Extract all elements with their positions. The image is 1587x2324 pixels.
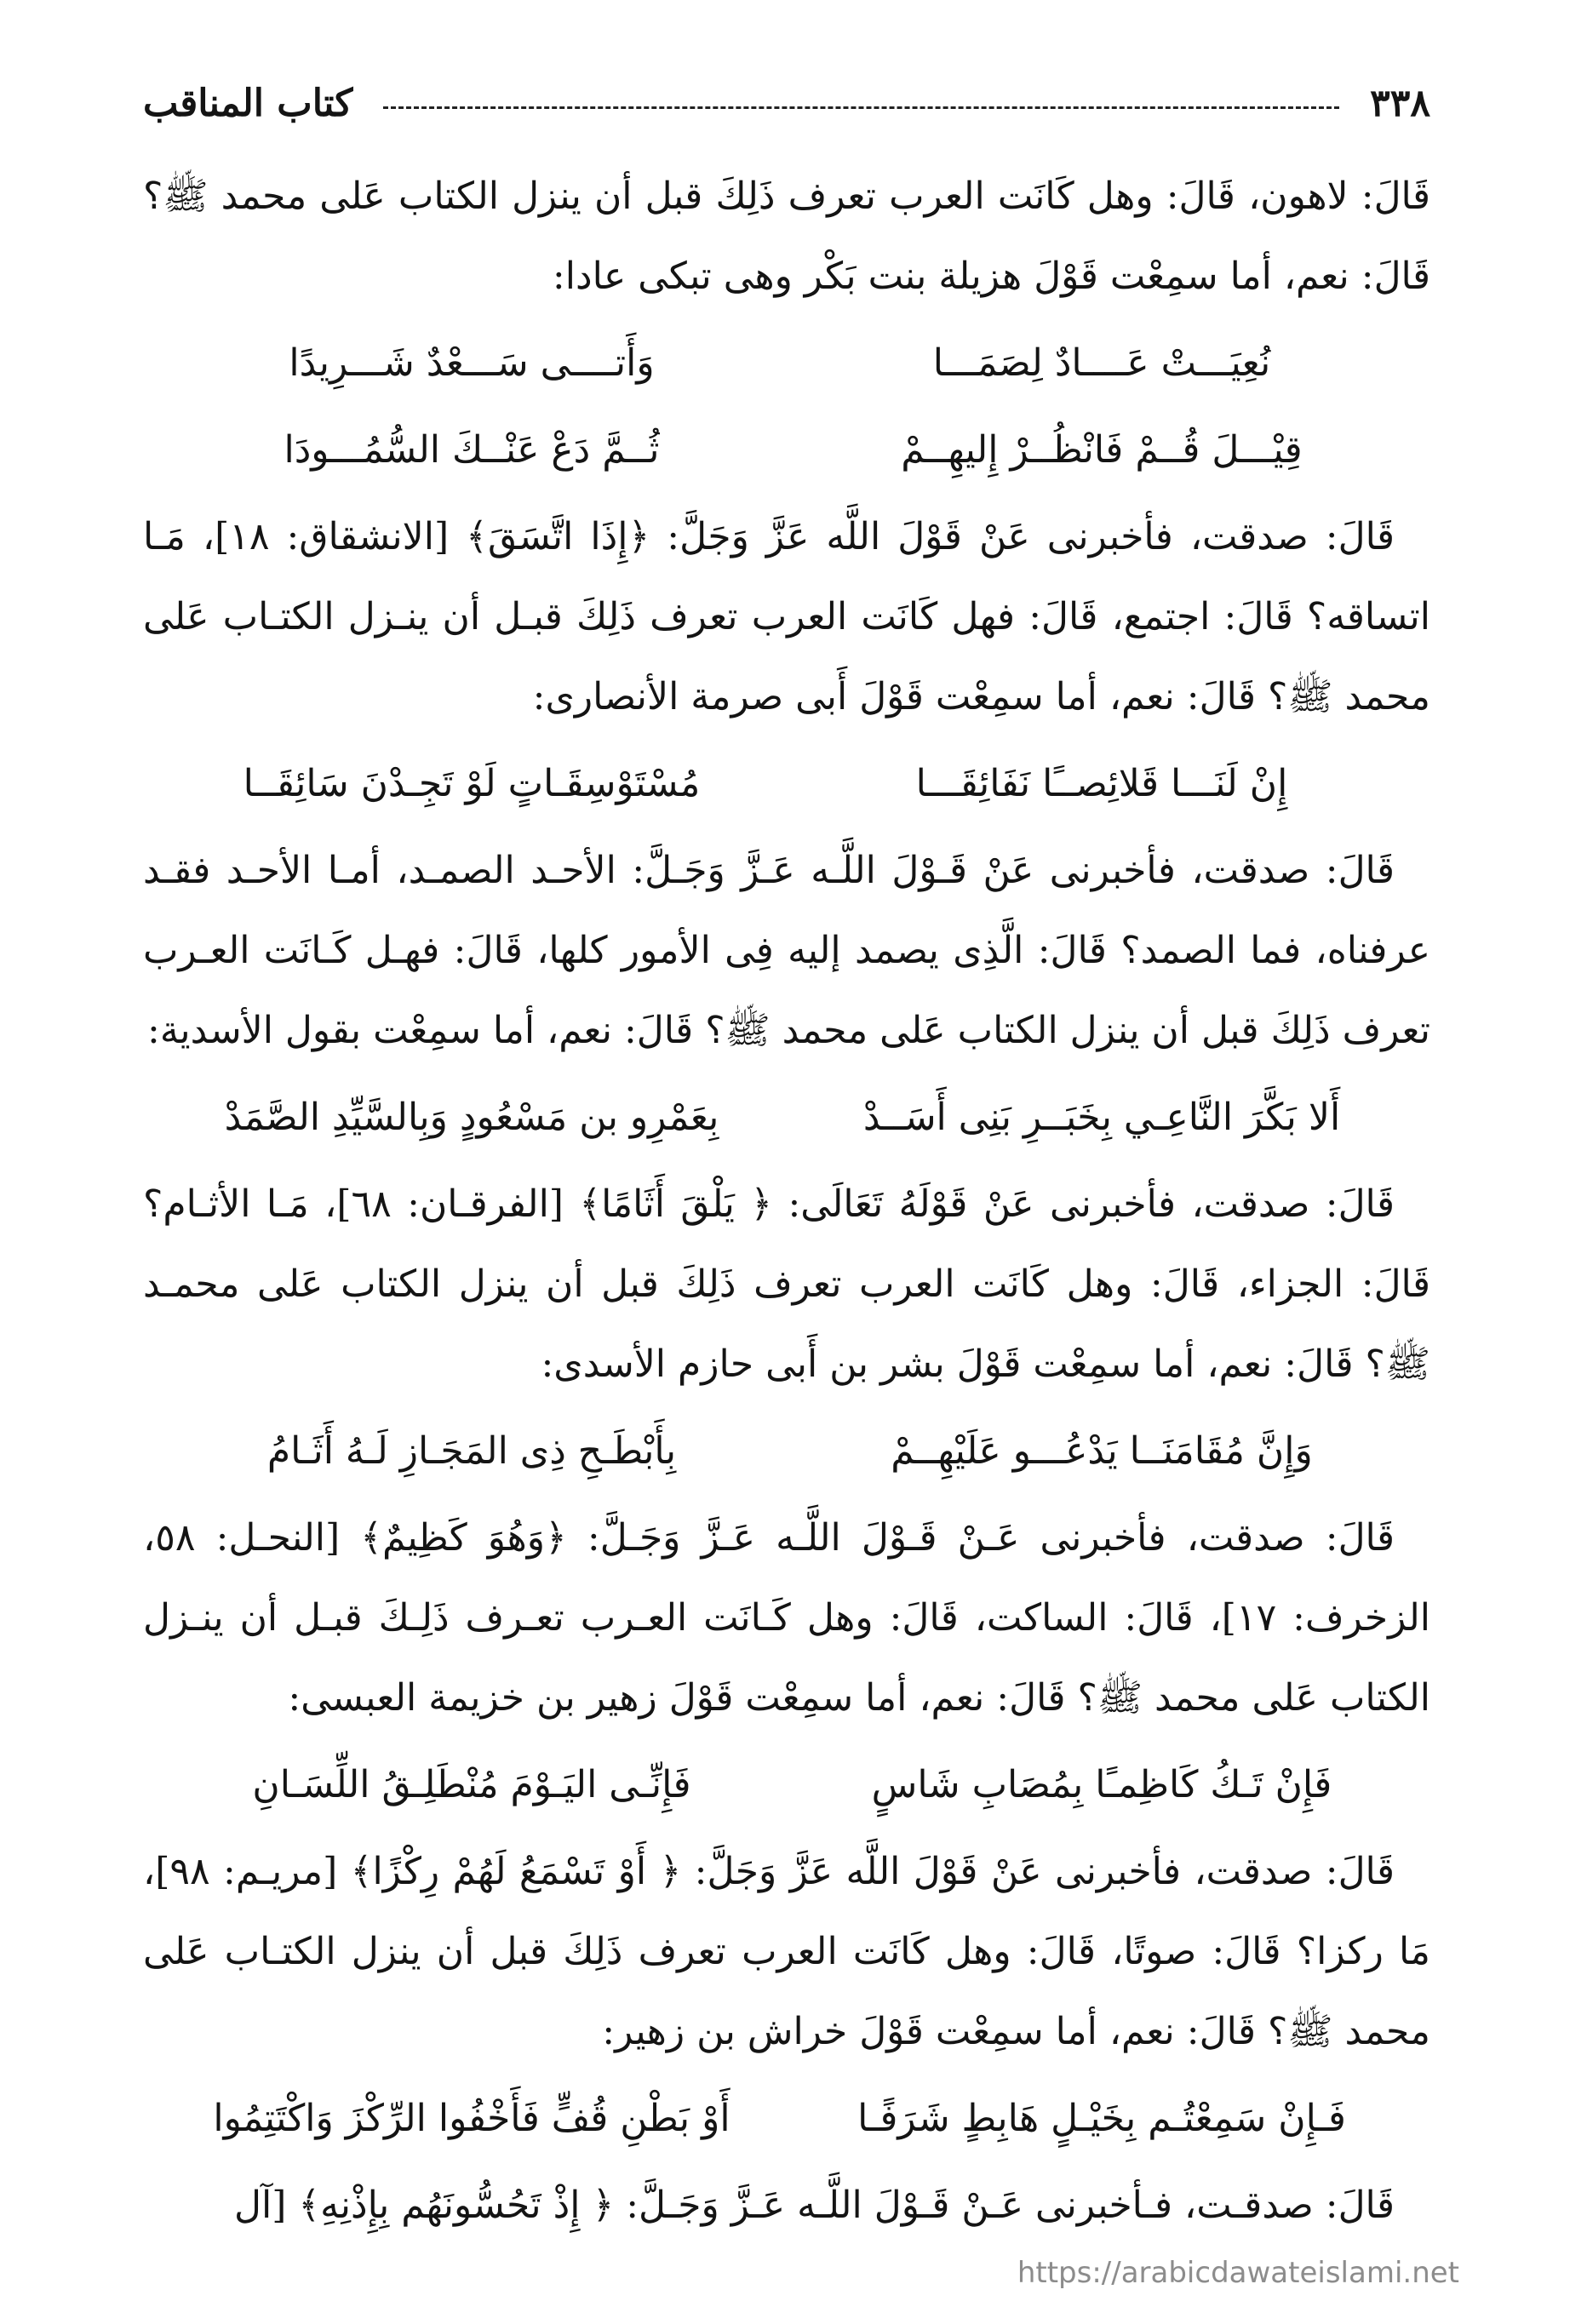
verse-hemistich: مُسْتَوْسِقَـاتٍ لَوْ تَجِـدْنَ سَائِقَــا: [243, 762, 701, 805]
page-body: [143, 157, 1430, 2246]
poem-verse: [143, 410, 1430, 490]
verse-hemistich: نُعِيَـــتْ عَــــادٌ لِصَمَـــا: [932, 341, 1271, 385]
poem-verse: [143, 1745, 1430, 1825]
verse-hemistich: فَـإِنْ سَمِعْتُـم بِخَيْـلٍ هَابِطٍ شَرَفًـا: [857, 2097, 1346, 2140]
paragraph: قَالَ: صدقت، فأخبرنى عَـنْ قَـوْلَ اللَّـه عَـزَّ وَجَـلَّ: ﴿وَهُوَ كَظِيمٌ﴾ [النحـل: ٥٨، الزخرف: ١٧]، قَالَ: الساكت، قَالَ: وهل كَـانَت العـرب تعـرف ذَلِـكَ قبـل أن ينـزل الكتاب عَلى محمد ﷺ؟ قَالَ: نعم، أما سمِعْت قَوْلَ زهير بن خزيمة العبسى:: [143, 1516, 1431, 1720]
verse-hemistich: فَإِنْ تَـكُ كَاظِمـًا بِمُصَابِ شَاسٍ: [871, 1763, 1332, 1806]
poem-verse: [143, 2079, 1430, 2159]
poem-verse: [143, 744, 1430, 824]
page-number: ٣٣٨: [1370, 81, 1430, 125]
verse-hemistich: أَوْ بَطْنِ قُفٍّ فَأَخْفُوا الرِّكْزَ وَاكْتَتِمُوا: [213, 2097, 730, 2140]
verse-hemistich: ثُــمَّ دَعْ عَنْــكَ السُّمُـــودَا: [284, 428, 660, 472]
page-header: [143, 73, 1430, 133]
poem-verse: [143, 1411, 1430, 1491]
poem-verse: [143, 323, 1430, 404]
header-rule: [383, 106, 1339, 109]
verse-hemistich: وَأَتــــى سَـــعْدٌ شَـــرِيدًا: [289, 341, 655, 385]
watermark-url: https://arabicdawateislami.net: [1017, 2256, 1459, 2290]
verse-hemistich: قِيْـــلَ قُــمْ فَانْظُــرْ إِليهِــمْ: [901, 428, 1303, 472]
chapter-title: كتاب المناقب: [143, 81, 353, 125]
verse-hemistich: فَإِنِّـى اليَـوْمَ مُنْطَلِـقُ اللِّسَـانِ: [252, 1763, 691, 1806]
verse-hemistich: وَإِنَّ مُقَامَنَــا يَدْعُـــو عَلَيْهِــمْ: [891, 1429, 1313, 1473]
paragraph: قَالَ: صدقت، فأخبرنى عَنْ قَوْلَ اللَّه عَزَّ وَجَلَّ: ﴿ أَوْ تَسْمَعُ لَهُمْ رِكْزًا﴾ [مريـم: ٩٨]، مَا ركزا؟ قَالَ: صوتًا، قَالَ: وهل كَانَت العرب تعرف ذَلِكَ قبل أن ينزل الكتـاب عَلى محمد ﷺ؟ قَالَ: نعم، أما سمِعْت قَوْلَ خراش بن زهير:: [143, 1850, 1430, 2053]
verse-hemistich: بِعَمْرِو بن مَسْعُودٍ وَبِالسَّيِّدِ الصَّمَدْ: [224, 1096, 719, 1139]
verse-hemistich: بِأَبْطَـحِ ذِى المَجَـازِ لَـهُ أَثَـامُ: [266, 1429, 677, 1473]
paragraph: قَالَ: صدقـت، فـأخبرنى عَـنْ قَـوْلَ اللَّـه عَـزَّ وَجَـلَّ: ﴿ إِذْ تَحُسُّونَهُم بِإِذْنِهِ﴾ [آل: [234, 2184, 1395, 2227]
poem-verse: [143, 1078, 1430, 1158]
verse-hemistich: أَلا بَكَّرَ النَّاعِـي بِخَبَــرِ بَنِى أَسَــدْ: [862, 1096, 1341, 1139]
paragraph: قَالَ: صدقت، فأخبرنى عَنْ قَـوْلَ اللَّـه عَـزَّ وَجَـلَّ: الأحـد الصمـد، أمـا الأحـد فقـد عرفناه، فما الصمد؟ قَالَ: الَّذِى يصمد إليه فِى الأمور كلها، قَالَ: فهـل كَـانَت العـرب تعرف ذَلِكَ قبل أن ينزل الكتاب عَلى محمد ﷺ؟ قَالَ: نعم، أما سمِعْت بقول الأسدية:: [143, 849, 1430, 1052]
paragraph: قَالَ: صدقت، فأخبرنى عَنْ قَوْلَ اللَّه عَزَّ وَجَلَّ: ﴿إِذَا اتَّسَقَ﴾ [الانشقاق: ١٨]، مَـا اتساقه؟ قَالَ: اجتمع، قَالَ: فهل كَانَت العرب تعرف ذَلِكَ قبـل أن ينـزل الكتـاب عَلى محمد ﷺ؟ قَالَ: نعم، أما سمِعْت قَوْلَ أَبى صرمة الأنصارى:: [143, 515, 1430, 718]
paragraph: قَالَ: لاهون، قَالَ: وهل كَانَت العرب تعرف ذَلِكَ قبل أن ينزل الكتاب عَلى محمد ﷺ؟ قَالَ: نعم، أما سمِعْت قَوْلَ هزيلة بنت بَكْر وهى تبكى عادا:: [143, 175, 1430, 298]
verse-hemistich: إِنْ لَنَـــا قَلائِصــًا نَفَائِقَـــا: [915, 762, 1288, 805]
paragraph: قَالَ: صدقت، فأخبرنى عَنْ قَوْلَهُ تَعَالَى: ﴿ يَلْقَ أَثَامًا﴾ [الفرقـان: ٦٨]، مَـا الأثـام؟ قَالَ: الجزاء، قَالَ: وهل كَانَت العرب تعرف ذَلِكَ قبل أن ينزل الكتاب عَلى محمـد ﷺ؟ قَالَ: نعم، أما سمِعْت قَوْلَ بشر بن أَبى حازم الأسدى:: [143, 1182, 1430, 1386]
